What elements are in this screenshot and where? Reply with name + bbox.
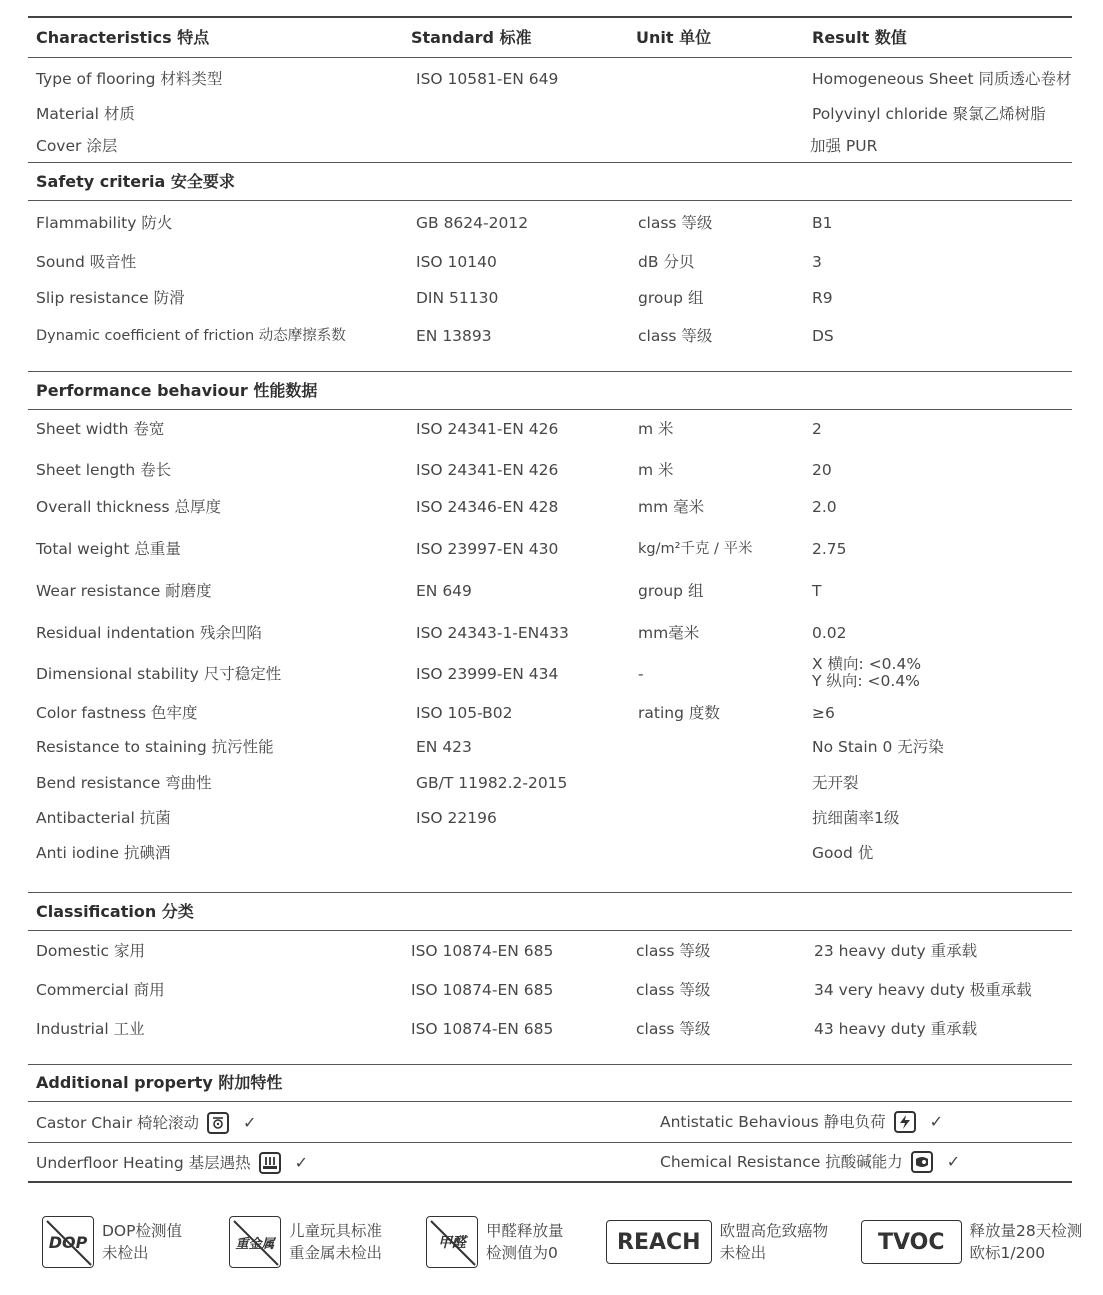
rule-safety-top (28, 162, 1072, 163)
table-header (0, 27, 1103, 49)
table-row (0, 68, 1103, 90)
row-result: Homogeneous Sheet 同质透心卷材 (812, 70, 1072, 88)
rule-additional-end (28, 1181, 1072, 1183)
row-name: Domestic 家用 (36, 942, 145, 960)
row-result: 23 heavy duty 重承载 (814, 942, 978, 960)
property-label: Chemical Resistance 抗酸碱能力 (660, 1153, 903, 1171)
table-row (0, 580, 1103, 602)
row-standard: ISO 23999-EN 434 (416, 665, 559, 683)
section-title-additional: Additional property 附加特性 (36, 1073, 283, 1092)
row-standard: ISO 24341-EN 426 (416, 461, 559, 479)
row-standard: ISO 10874-EN 685 (411, 981, 554, 999)
row-result: 加强 PUR (810, 137, 878, 155)
dop-icon: DOP (42, 1216, 94, 1268)
row-standard: DIN 51130 (416, 289, 499, 307)
row-unit: class 等级 (636, 942, 711, 960)
row-standard: ISO 10874-EN 685 (411, 942, 554, 960)
row-unit: class 等级 (638, 327, 713, 345)
row-name: Dimensional stability 尺寸稳定性 (36, 665, 282, 683)
badge-text: 儿童玩具标准 重金属未检出 (289, 1222, 383, 1262)
row-name: Sheet width 卷宽 (36, 420, 165, 438)
formaldehyde-icon: 甲醛 (426, 1216, 478, 1268)
row-unit: kg/m²千克 / 平米 (638, 541, 753, 557)
row-name: Material 材质 (36, 105, 135, 123)
table-row (0, 772, 1103, 794)
row-name: Total weight 总重量 (36, 540, 181, 558)
row-name: Overall thickness 总厚度 (36, 498, 221, 516)
row-unit: - (638, 665, 644, 683)
row-result: 20 (812, 461, 832, 479)
row-name: Cover 涂层 (36, 137, 118, 155)
row-result: 34 very heavy duty 极重承载 (814, 981, 1032, 999)
row-name: Flammability 防火 (36, 214, 173, 232)
row-result: 43 heavy duty 重承载 (814, 1020, 978, 1038)
section-title-safety: Safety criteria 安全要求 (36, 172, 235, 191)
row-standard: EN 423 (416, 738, 472, 756)
row-name: Slip resistance 防滑 (36, 289, 185, 307)
result-x: X 横向: <0.4% (812, 655, 922, 673)
table-row (0, 103, 1103, 125)
rule-safety-bottom (28, 200, 1072, 201)
row-result: R9 (812, 289, 833, 307)
badge-tvoc (861, 1220, 1082, 1264)
property-underfloor-heating (36, 1151, 308, 1175)
badge-text: 释放量28天检测 欧标1/200 (969, 1222, 1083, 1262)
row-name: Bend resistance 弯曲性 (36, 774, 212, 792)
table-row (0, 1018, 1103, 1040)
table-row (0, 940, 1103, 962)
rule-classification-bottom (28, 930, 1072, 931)
rule-additional-mid (28, 1142, 1072, 1143)
row-standard: ISO 24343-1-EN433 (416, 624, 569, 642)
row-result: 3 (812, 253, 822, 271)
row-unit: class 等级 (636, 1020, 711, 1038)
rule-header (28, 57, 1072, 58)
row-standard: ISO 10581-EN 649 (416, 70, 559, 88)
row-name: Sheet length 卷长 (36, 461, 172, 479)
table-row (0, 622, 1103, 644)
row-unit: class 等级 (638, 214, 713, 232)
flask-icon (911, 1151, 933, 1173)
row-result: 抗细菌率1级 (812, 809, 900, 827)
property-label: Underfloor Heating 基层遇热 (36, 1154, 251, 1172)
row-result: 2 (812, 420, 822, 438)
row-result (812, 656, 921, 690)
table-row (0, 325, 1103, 347)
row-result: 0.02 (812, 624, 847, 642)
row-unit: mm毫米 (638, 624, 700, 642)
check-icon: ✓ (946, 1152, 961, 1171)
rule-performance-top (28, 371, 1072, 372)
badge-reach (606, 1220, 828, 1264)
row-standard: ISO 22196 (416, 809, 497, 827)
row-standard: GB 8624-2012 (416, 214, 529, 232)
badge-dop (42, 1216, 182, 1268)
row-name: Sound 吸音性 (36, 253, 137, 271)
castor-chair-icon (207, 1112, 229, 1134)
row-result: No Stain 0 无污染 (812, 738, 944, 756)
row-unit: dB 分贝 (638, 253, 695, 271)
row-name: Color fastness 色牢度 (36, 704, 198, 722)
table-row (0, 212, 1103, 234)
check-icon: ✓ (294, 1153, 309, 1172)
row-unit: mm 毫米 (638, 498, 705, 516)
row-standard: ISO 23997-EN 430 (416, 540, 559, 558)
check-icon: ✓ (929, 1112, 943, 1131)
property-chemical-resistance (660, 1150, 960, 1174)
row-standard: EN 13893 (416, 327, 492, 345)
section-title-performance: Performance behaviour 性能数据 (36, 381, 318, 400)
row-standard: ISO 105-B02 (416, 704, 513, 722)
badge-formaldehyde (426, 1216, 564, 1268)
row-result: T (812, 582, 822, 600)
row-result: B1 (812, 214, 833, 232)
rule-performance-bottom (28, 409, 1072, 410)
row-result: Good 优 (812, 844, 874, 862)
row-unit: group 组 (638, 582, 704, 600)
row-name: Commercial 商用 (36, 981, 165, 999)
row-unit: group 组 (638, 289, 704, 307)
row-standard: GB/T 11982.2-2015 (416, 774, 568, 792)
heating-icon (259, 1152, 281, 1174)
row-name: Dynamic coefficient of friction 动态摩擦系数 (36, 328, 346, 344)
table-row (0, 459, 1103, 481)
property-castor-chair (36, 1111, 256, 1135)
table-row (0, 979, 1103, 1001)
row-standard: ISO 24346-EN 428 (416, 498, 559, 516)
table-row (0, 736, 1103, 758)
rule-classification-top (28, 892, 1072, 893)
property-label: Castor Chair 椅轮滚动 (36, 1114, 200, 1132)
row-result: 2.0 (812, 498, 837, 516)
table-row (0, 538, 1103, 560)
badge-text: 甲醛释放量 检测值为0 (486, 1222, 564, 1262)
rule-additional-top (28, 1064, 1072, 1065)
header-characteristics: Characteristics 特点 (36, 28, 210, 47)
table-row (0, 807, 1103, 829)
table-row (0, 842, 1103, 864)
table-row (0, 251, 1103, 273)
rule-top (28, 16, 1072, 18)
table-row (0, 287, 1103, 309)
tvoc-icon: TVOC (861, 1220, 962, 1264)
row-unit: m 米 (638, 461, 674, 479)
heavy-metal-icon: 重金属 (229, 1216, 281, 1268)
badge-heavy-metal (229, 1216, 382, 1268)
rule-additional-bottom (28, 1101, 1072, 1102)
row-unit: class 等级 (636, 981, 711, 999)
table-row (0, 135, 1103, 157)
header-standard: Standard 标准 (411, 28, 532, 47)
property-antistatic (660, 1110, 943, 1134)
row-standard: ISO 10140 (416, 253, 497, 271)
row-name: Wear resistance 耐磨度 (36, 582, 212, 600)
table-row (0, 418, 1103, 440)
row-result: 2.75 (812, 540, 847, 558)
row-name: Industrial 工业 (36, 1020, 145, 1038)
table-row (0, 496, 1103, 518)
row-unit: rating 度数 (638, 704, 720, 722)
row-standard: EN 649 (416, 582, 472, 600)
row-result: 无开裂 (812, 774, 859, 792)
row-result: DS (812, 327, 834, 345)
section-title-classification: Classification 分类 (36, 902, 194, 921)
badge-text: 欧盟高危致癌物 未检出 (719, 1222, 829, 1262)
badge-text: DOP检测值 未检出 (102, 1222, 182, 1262)
row-result: ≥6 (812, 704, 835, 722)
row-standard: ISO 10874-EN 685 (411, 1020, 554, 1038)
row-name: Type of flooring 材料类型 (36, 70, 223, 88)
row-result: Polyvinyl chloride 聚氯乙烯树脂 (812, 105, 1046, 123)
table-row (0, 655, 1103, 690)
row-name: Anti iodine 抗碘酒 (36, 844, 171, 862)
row-name: Antibacterial 抗菌 (36, 809, 171, 827)
property-label: Antistatic Behavious 静电负荷 (660, 1113, 886, 1131)
table-row (0, 702, 1103, 724)
row-unit: m 米 (638, 420, 674, 438)
header-unit: Unit 单位 (636, 28, 712, 47)
result-y: Y 纵向: <0.4% (812, 672, 920, 690)
header-result: Result 数值 (812, 28, 907, 47)
check-icon: ✓ (243, 1113, 257, 1132)
row-name: Residual indentation 残余凹陷 (36, 624, 262, 642)
row-name: Resistance to staining 抗污性能 (36, 738, 274, 756)
lightning-icon (894, 1111, 916, 1133)
row-standard: ISO 24341-EN 426 (416, 420, 559, 438)
reach-icon: REACH (606, 1220, 712, 1264)
